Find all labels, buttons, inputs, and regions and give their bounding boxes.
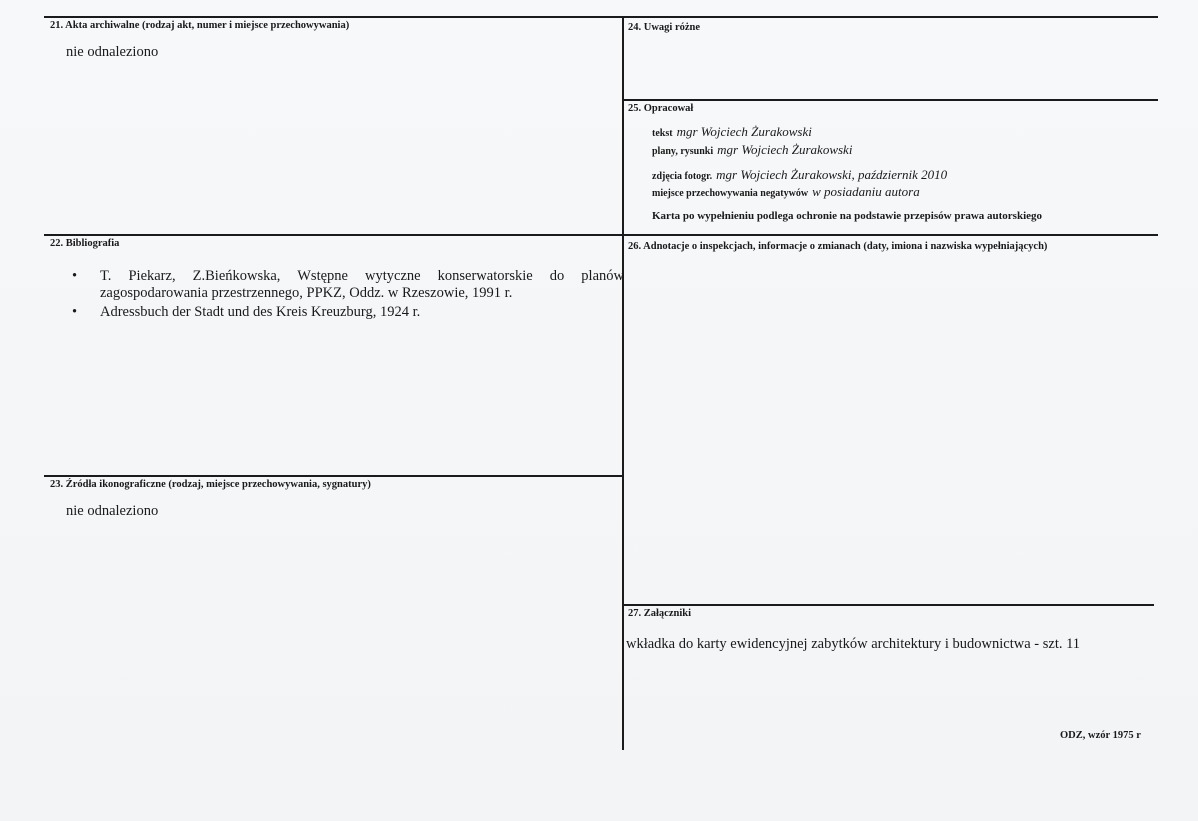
author-row-text — [652, 124, 812, 140]
bullet-icon: • — [72, 268, 78, 284]
negatives-label: miejsce przechowywania negatywów — [652, 188, 809, 199]
divider-top — [44, 16, 1158, 18]
divider-23 — [44, 475, 624, 477]
author-row-negatives — [652, 184, 920, 200]
author-value: mgr Wojciech Żurakowski — [676, 124, 812, 139]
divider-24-25 — [624, 99, 1158, 101]
plans-value: mgr Wojciech Żurakowski — [717, 142, 853, 157]
section-25-title: 25. Opracował — [628, 103, 694, 114]
plans-label: plany, rysunki — [652, 146, 714, 157]
list-item — [72, 268, 624, 302]
section-23-title: 23. Źródła ikonograficzne (rodzaj, miejsce przechowywania, sygnatury) — [50, 479, 371, 490]
form-template-mark: ODZ, wzór 1975 r — [1060, 730, 1141, 741]
section-27-content: wkładka do karty ewidencyjnej zabytków architektury i budownictwa - szt. 11 — [626, 636, 1081, 652]
photos-label: zdjęcia fotogr. — [652, 171, 713, 182]
list-item — [72, 304, 624, 321]
author-row-photos — [652, 167, 947, 183]
author-label: tekst — [652, 128, 673, 139]
bibliography-entry: T. Piekarz, Z.Bieńkowska, Wstępne wytyczne konserwatorskie do planów zagospodarowania przestrzennego, PPKZ, Oddz. w Rzeszowie, 1991 r. — [100, 268, 624, 301]
bibliography-list — [72, 268, 624, 323]
copyright-note: Karta po wypełnieniu podlega ochronie na podstawie przepisów prawa autorskiego — [652, 210, 1043, 222]
divider-22 — [44, 234, 1158, 236]
section-27-title: 27. Załączniki — [628, 608, 692, 619]
section-24-title: 24. Uwagi różne — [628, 22, 701, 33]
section-26-title: 26. Adnotacje o inspekcjach, informacje o zmianach (daty, imiona i nazwiska wypełniających) — [628, 241, 1048, 252]
negatives-value: w posiadaniu autora — [812, 184, 920, 199]
author-row-plans — [652, 142, 852, 158]
divider-center — [622, 16, 624, 750]
photos-value: mgr Wojciech Żurakowski, październik 2010 — [716, 167, 948, 182]
section-21-content: nie odnaleziono — [66, 44, 159, 60]
bibliography-entry: Adressbuch der Stadt und des Kreis Kreuzburg, 1924 r. — [100, 304, 421, 320]
section-21-title: 21. Akta archiwalne (rodzaj akt, numer i miejsce przechowywania) — [50, 20, 350, 31]
bullet-icon: • — [72, 304, 78, 320]
section-23-content: nie odnaleziono — [66, 503, 159, 519]
divider-27 — [624, 604, 1154, 606]
section-22-title: 22. Bibliografia — [50, 238, 120, 249]
